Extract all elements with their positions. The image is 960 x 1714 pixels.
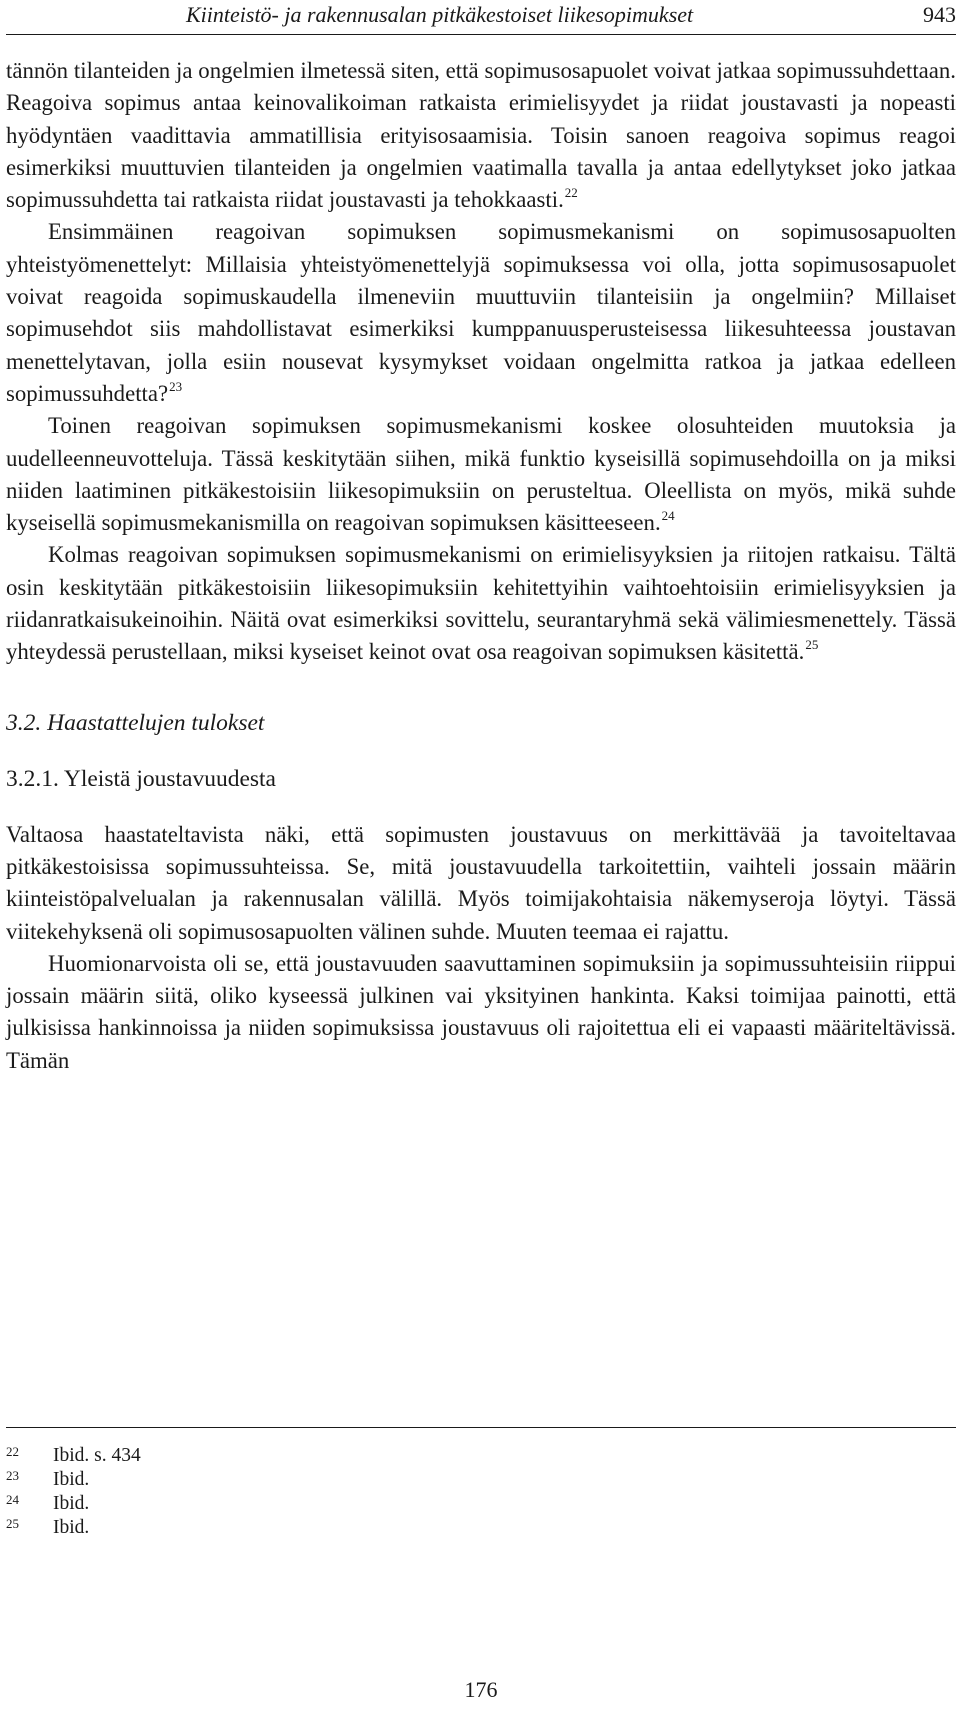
spacer: [6, 795, 956, 819]
paragraph-1-text: tännön tilanteiden ja ongelmien ilmetessä siten, että sopimusosapuolet voivat jatkaa sopimussuhdettaan. Reagoiva sopimus antaa keinovalikoiman ratkaista erimielisyydet ja riidat joustavasti ja nopeasti hyödyntäen vaadittavia ammatillisia erityisosaamisia. Toisin sanoen reagoiva sopimus reagoi esimerkiksi muuttuvien tilanteiden ja ongelmien vaatimalla tavalla ja antaa edellytykset joko jatkaa sopimussuhdetta tai ratkaista riidat joustavasti ja tehokkaasti.: [6, 58, 956, 213]
footnote-text: Ibid.: [53, 1469, 90, 1490]
footnote-ref-22: 22: [564, 185, 578, 201]
running-title: Kiinteistö- ja rakennusalan pitkäkestoiset liikesopimukset: [186, 2, 694, 27]
paragraph-5: [6, 819, 956, 948]
running-page-number: 943: [923, 2, 956, 27]
paragraph-2-text: Ensimmäinen reagoivan sopimuksen sopimusmekanismi on sopimusosapuolten yhteistyömenettelyt: Millaisia yhteistyömenettelyjä sopimuksessa voi olla, jotta sopimusosapuolet voivat reagoida sopimuskaudella ilmeneviin muuttuviin tilanteisiin ja ongelmiin? Millaiset sopimusehdot siis mahdollistavat esimerkiksi kumppanuusperusteisessa liikesuhteessa joustavan menettelytavan, jolla esiin nousevat kysymykset voidaan ongelmitta ratkoa ja jatkaa edelleen sopimussuhdetta?: [6, 219, 956, 406]
paragraph-6-text: Huomionarvoista oli se, että joustavuuden saavuttaminen sopimuksiin ja sopimussuhteisiin riippui jossain määrin siitä, oliko kyseessä julkinen vai yksityinen hankinta. Kaksi toimijaa painotti, että julkisissa hankinnoissa ja niiden sopimuksissa joustavuus oli rajoitettua eli ei vapaasti määriteltävissä. Tämän: [6, 950, 956, 1073]
paragraph-3: [6, 410, 956, 539]
paragraph-4: [6, 539, 956, 668]
paragraph-6: [6, 948, 956, 1077]
footnote-text: Ibid. s. 434: [53, 1445, 141, 1466]
footnote-number: 25: [6, 1516, 19, 1531]
footnote-ref-23: 23: [169, 378, 183, 394]
document-page: [6, 0, 956, 1714]
body-text: [6, 55, 956, 1077]
paragraph-5-text: Valtaosa haastateltavista näki, että sopimusten joustavuus on merkittävää ja tavoiteltavaa pitkäkestoisissa sopimussuhteissa. Se, mitä joustavuudella tarkoitettiin, vaihteli jossain määrin kiinteistöpalvelualan ja rakennusalan välillä. Myös toimijakohtaisia näkemyseroja löytyi. Tässä viitekehyksenä oli sopimusosapuolten välinen suhde. Muuten teemaa ei rajattu.: [6, 821, 956, 944]
footnote-text: Ibid.: [53, 1517, 90, 1538]
footnote-number: 24: [6, 1492, 19, 1507]
section-heading: 3.2. Haastattelujen tulokset: [6, 709, 265, 736]
footnotes: [6, 1444, 956, 1540]
spacer: [6, 739, 956, 763]
running-header: [6, 0, 956, 35]
spacer: [6, 669, 956, 707]
paragraph-3-text: Toinen reagoivan sopimuksen sopimusmekanismi koskee olosuhteiden muutoksia ja uudelleenneuvotteluja. Tässä keskitytään siihen, mikä funktio kyseisillä sopimusehdoilla on ja miksi niiden laatiminen pitkäkestoisiin liikesopimuksiin on perusteltua. Oleellista on myös, mikä suhde kyseisellä sopimusmekanismilla on reagoivan sopimuksen käsitteeseen.: [6, 413, 956, 536]
footnote-ref-25: 25: [805, 637, 819, 653]
footnote-24: [6, 1492, 956, 1516]
subsection-heading: 3.2.1. Yleistä joustavuudesta: [6, 765, 276, 792]
footnote-divider: [6, 1427, 956, 1428]
page-folio: 176: [464, 1677, 498, 1702]
paragraph-1: [6, 55, 956, 216]
paragraph-4-text: Kolmas reagoivan sopimuksen sopimusmekanismi on erimielisyyksien ja riitojen ratkaisu. Tältä osin keskitytään pitkäkestoisiin liikesopimuksiin kehitettyihin vaihtoehtoisiin erimielisyyksien ja riidanratkaisukeinoihin. Näitä ovat esimerkiksi sovittelu, seurantaryhmä sekä välimiesmenettely. Tässä yhteydessä perustellaan, miksi kyseiset keinot ovat osa reagoivan sopimuksen käsitettä.: [6, 542, 956, 665]
footnote-text: Ibid.: [53, 1493, 90, 1514]
paragraph-2: [6, 216, 956, 410]
footnote-23: [6, 1468, 956, 1492]
footnote-ref-24: 24: [661, 508, 675, 524]
footnote-25: [6, 1516, 956, 1540]
footnote-number: 22: [6, 1444, 19, 1459]
footnote-22: [6, 1444, 956, 1468]
footnote-number: 23: [6, 1468, 19, 1483]
